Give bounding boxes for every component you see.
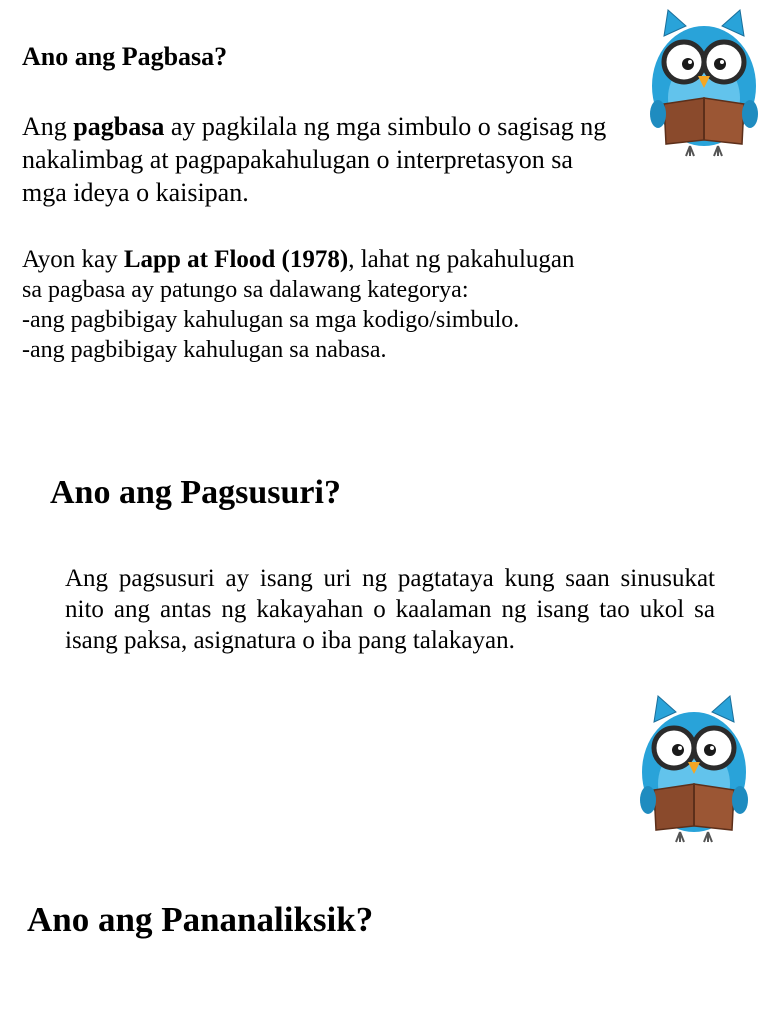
definition-pagsusuri: Ang pagsusuri ay isang uri ng pagtataya kung saan sinusukat nito ang antas ng kakayahan o kaalaman ng isang tao ukol sa isang paksa, asignatura o iba pang talakayan. [65, 565, 715, 654]
owl-reading-book-icon [636, 692, 752, 844]
definition-prefix: Ang [22, 112, 74, 141]
reference-item-2: -ang pagbibigay kahulugan sa nabasa. [22, 337, 387, 363]
reference-prefix: Ayon kay [22, 246, 124, 273]
heading-pananaliksik: Ano ang Pananaliksik? [27, 900, 374, 939]
definition-rest: ay pagkilala ng mga simbulo o sagisag ng nakalimbag at pagpapakahulugan o interpretasyon sa mga ideya o kaisipan. [22, 112, 607, 207]
reference-paragraph [22, 245, 682, 365]
owl-reading-book-icon [646, 6, 762, 158]
heading-pagsusuri: Ano ang Pagsusuri? [50, 474, 341, 511]
definition-pagbasa [22, 110, 622, 209]
definition-term: pagbasa [73, 112, 165, 141]
reference-item-1: -ang pagbibigay kahulugan sa mga kodigo/simbulo. [22, 307, 520, 333]
reference-source: Lapp at Flood (1978) [123, 246, 349, 273]
heading-pagbasa: Ano ang Pagbasa? [22, 42, 228, 71]
reference-line-1 [22, 245, 682, 275]
reference-line-2: sa pagbasa ay patungo sa dalawang kategorya: [22, 277, 469, 303]
reference-line1-rest: , lahat ng pakahulugan [348, 246, 575, 273]
